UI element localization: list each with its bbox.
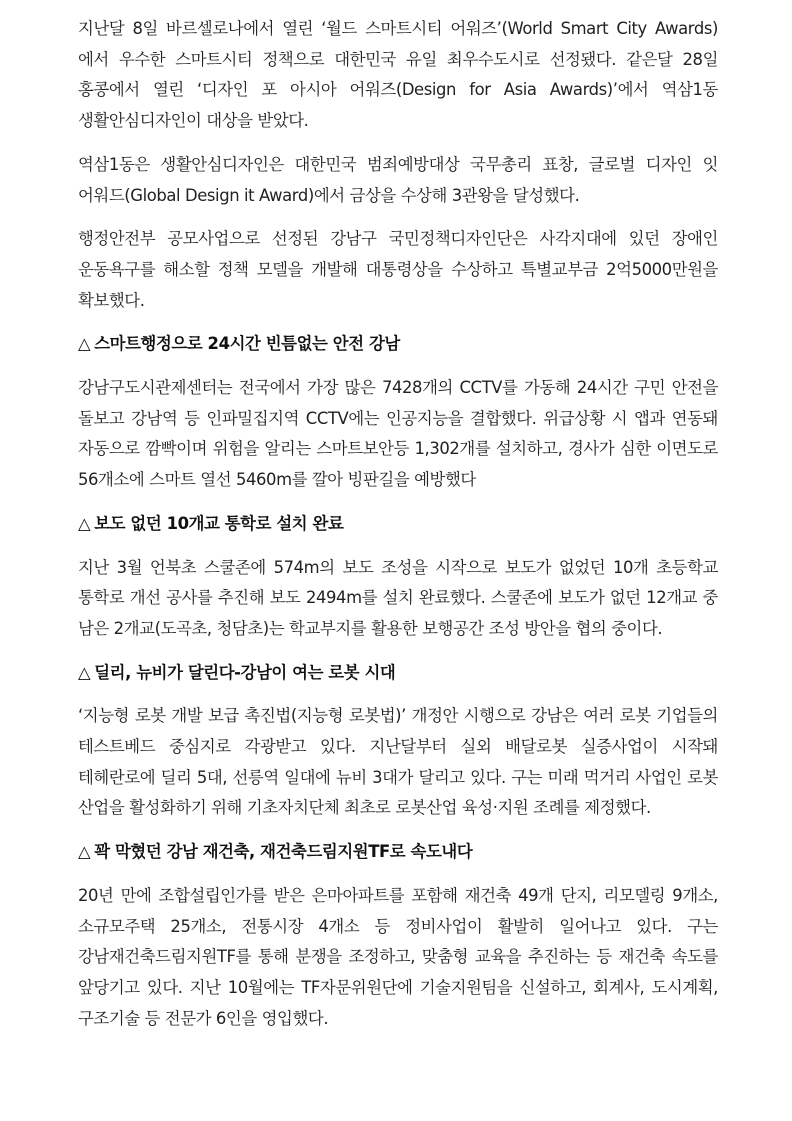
section-title: 꽉 막혔던 강남 재건축, 재건축드림지원TF로 속도내다: [94, 842, 473, 862]
section-heading-robot-era: [78, 658, 718, 689]
section-title: 스마트행정으로 24시간 빈틈없는 안전 강남: [94, 334, 400, 354]
triangle-marker-icon: △: [78, 513, 91, 533]
section-body-reconstruction: 20년 만에 조합설립인가를 받은 은마아파트를 포함해 재건축 49개 단지, 리모델링 9개소, 소규모주택 25개소, 전통시장 4개소 등 정비사업이 활발히 일어나고 있다. 구는 강남재건축드림지원TF를 통해 분쟁을 조정하고, 맞춤형 교육을 추진하는 등 재건축 속도를 앞당기고 있다. 지난 10월에는 TF자문위원단에 기술지원팀을 신설하고, 회계사, 도시계획, 구조기술 등 전문가 6인을 영입했다.: [78, 885, 718, 1028]
article-body: [78, 14, 718, 1034]
paragraph-policy-design: 행정안전부 공모사업으로 선정된 강남구 국민정책디자인단은 사각지대에 있던 장애인 운동욕구를 해소할 정책 모델을 개발해 대통령상을 수상하고 특별교부금 2억5000만원을 확보했다.: [78, 229, 718, 310]
paragraph-awards: 지난달 8일 바르셀로나에서 열린 ‘월드 스마트시티 어워즈’(World Smart City Awards)에서 우수한 스마트시티 정책으로 대한민국 유일 최우수도시로 선정됐다. 같은달 28일 홍콩에서 열린 ‘디자인 포 아시아 어워즈(Design for Asia Awards)’에서 역삼1동 생활안심디자인이 대상을 받았다.: [78, 19, 718, 131]
section-heading-school-walkway: [78, 509, 718, 540]
section-title: 딜리, 뉴비가 달린다-강남이 여는 로봇 시대: [94, 662, 396, 682]
section-title: 보도 없던 10개교 통학로 설치 완료: [94, 513, 344, 533]
section-body-smart-admin: 강남구도시관제센터는 전국에서 가장 많은 7428개의 CCTV를 가동해 24시간 구민 안전을 돌보고 강남역 등 인파밀집지역 CCTV에는 인공지능을 결합했다. 위급상황 시 앱과 연동돼 자동으로 깜빡이며 위험을 알리는 스마트보안등 1,302개를 설치하고, 경사가 심한 이면도로 56개소에 스마트 열선 5460m를 깔아 빙판길을 예방했다: [78, 378, 718, 490]
section-body-robot-era: ‘지능형 로봇 개발 보급 촉진법(지능형 로봇법)’ 개정안 시행으로 강남은 여러 로봇 기업들의 테스트베드 중심지로 각광받고 있다. 지난달부터 실외 배달로봇 실증사업이 시작돼 테헤란로에 딜리 5대, 선릉역 일대에 뉴비 3대가 달리고 있다. 구는 미래 먹거리 사업인 로봇 산업을 활성화하기 위해 기초자치단체 최초로 로봇산업 육성·지원 조례를 제정했다.: [78, 706, 718, 818]
triangle-marker-icon: △: [78, 662, 91, 682]
section-heading-reconstruction: [78, 837, 718, 868]
section-body-school-walkway: 지난 3월 언북초 스쿨존에 574m의 보도 조성을 시작으로 보도가 없었던 10개 초등학교 통학로 개선 공사를 추진해 보도 2494m를 설치 완료했다. 스쿨존에 보도가 없던 12개교 중 남은 2개교(도곡초, 청담초)는 학교부지를 활용한 보행공간 조성 방안을 협의 중이다.: [78, 557, 718, 638]
section-heading-smart-admin: [78, 329, 718, 360]
paragraph-yeoksam: 역삼1동은 생활안심디자인은 대한민국 범죄예방대상 국무총리 표창, 글로벌 디자인 잇 어워드(Global Design it Award)에서 금상을 수상해 3관왕을 달성했다.: [78, 154, 718, 205]
triangle-marker-icon: △: [78, 334, 91, 354]
triangle-marker-icon: △: [78, 842, 91, 862]
